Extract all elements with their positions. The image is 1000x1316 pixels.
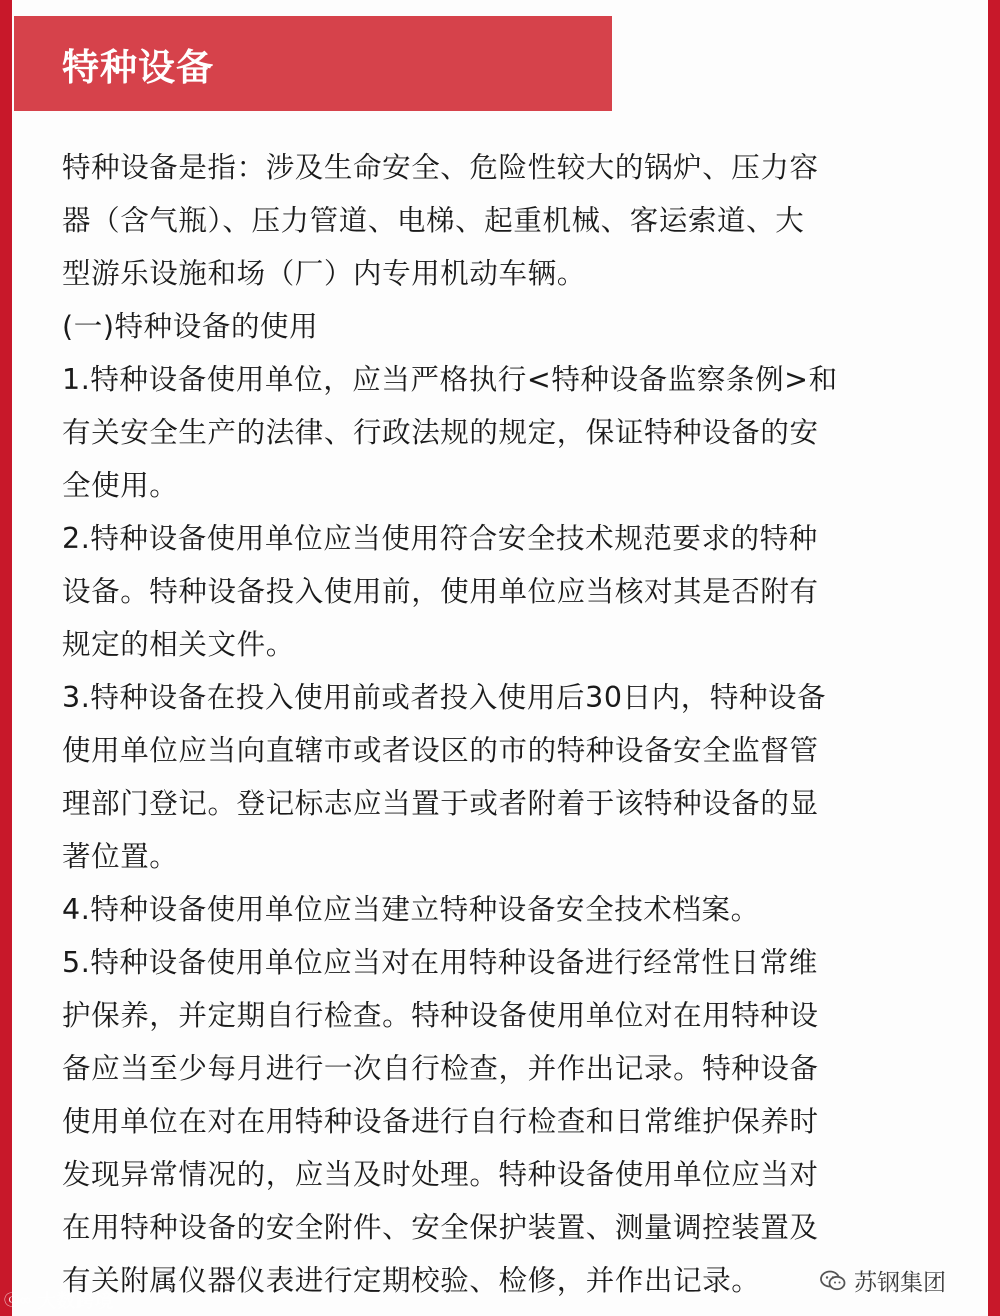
text-line: 护保养，并定期自行检查。特种设备使用单位对在用特种设	[62, 999, 819, 1032]
wechat-icon	[820, 1270, 846, 1292]
watermark-logo-icon: ⓒ∞	[4, 1291, 32, 1309]
text-line: 型游乐设施和场（厂）内专用机动车辆。	[62, 257, 586, 290]
text-line: 备应当至少每月进行一次自行检查，并作出记录。特种设备	[62, 1052, 819, 1085]
text-line: 著位置。	[62, 840, 179, 873]
text-line: 有关安全生产的法律、行政法规的规定，保证特种设备的安	[62, 416, 819, 449]
text-line: 使用单位在对在用特种设备进行自行检查和日常维护保养时	[62, 1105, 819, 1138]
text-line: 3.特种设备在投入使用前或者投入使用后30日内，特种设备	[62, 681, 827, 714]
document-page	[12, 0, 988, 1316]
text-line: 规定的相关文件。	[62, 628, 295, 661]
text-line: 理部门登记。登记标志应当置于或者附着于该特种设备的显	[62, 787, 819, 820]
text-line: 2.特种设备使用单位应当使用符合安全技术规范要求的特种	[62, 522, 818, 555]
text-line: 设备。特种设备投入使用前，使用单位应当核对其是否附有	[62, 575, 819, 608]
watermark-right	[820, 1264, 946, 1297]
section-title-bar	[14, 16, 612, 111]
text-line: 1.特种设备使用单位，应当严格执行<特种设备监察条例>和	[62, 363, 838, 396]
watermark-left	[4, 1286, 114, 1313]
watermark-right-text: 苏钢集团	[854, 1270, 946, 1296]
text-line: 全使用。	[62, 469, 179, 502]
text-line: 发现异常情况的，应当及时处理。特种设备使用单位应当对	[62, 1158, 819, 1191]
text-line: 器（含气瓶）、压力管道、电梯、起重机械、客运索道、大	[62, 204, 805, 237]
text-line: 使用单位应当向直辖市或者设区的市的特种设备安全监督管	[62, 734, 819, 767]
body-text	[62, 141, 962, 1307]
section-title: 特种设备	[62, 45, 214, 89]
text-line: 特种设备是指：涉及生命安全、危险性较大的锅炉、压力容	[62, 151, 819, 184]
text-line: 4.特种设备使用单位应当建立特种设备安全技术档案。	[62, 893, 760, 926]
text-line: 在用特种设备的安全附件、安全保护装置、测量调控装置及	[62, 1211, 819, 1244]
watermark-left-text: 大数跨境	[37, 1290, 114, 1312]
subheading: (一)特种设备的使用	[62, 310, 319, 343]
text-line: 有关附属仪器仪表进行定期校验、检修，并作出记录。	[62, 1264, 761, 1297]
text-line: 5.特种设备使用单位应当对在用特种设备进行经常性日常维	[62, 946, 818, 979]
